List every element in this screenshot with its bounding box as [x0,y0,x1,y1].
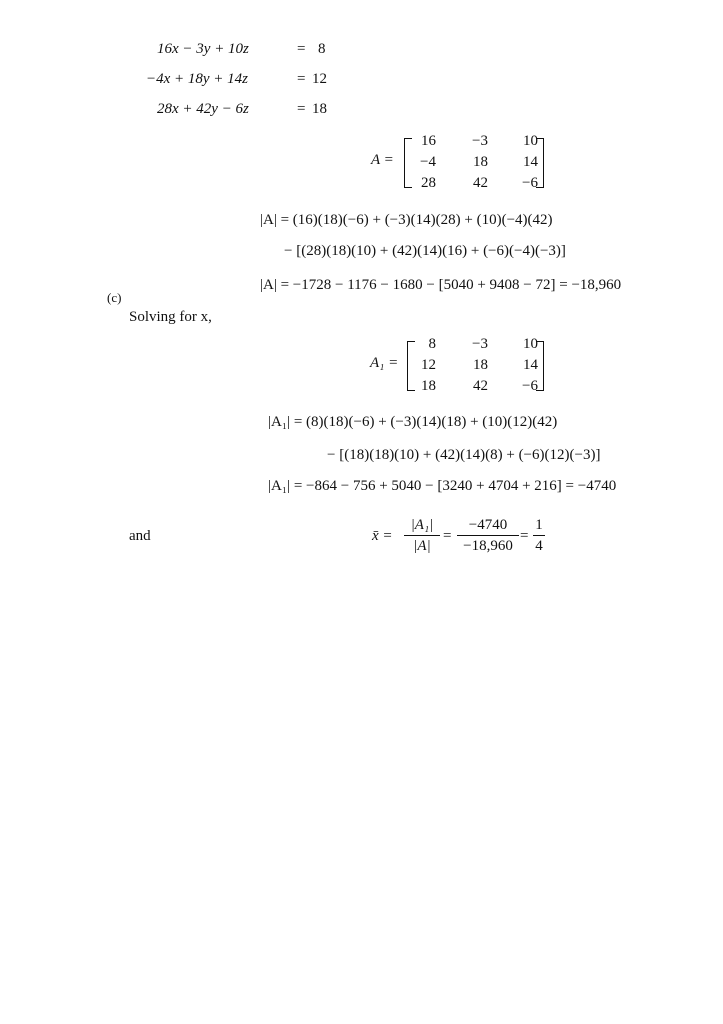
fraction-bar [457,535,519,536]
determinant-a1-line-1: |A₁| = (8)(18)(−6) + (−3)(14)(18) + (10)(12)(42) [268,414,558,430]
equals-sign: = [520,528,529,544]
determinant-a-line-1: |A| = (16)(18)(−6) + (−3)(14)(28) + (10)(−4)(42) [260,212,553,228]
fraction-bar [404,535,440,536]
matrix-a-cell: 42 [473,175,488,191]
equation-3 [0,99,330,119]
fraction-denominator: |A| [413,538,431,554]
equation-2-lhs: −4x + 18y + 14z [146,71,249,87]
equals-sign: = [297,41,306,57]
fraction-numerator: |A₁| [410,517,434,533]
fraction-numerator: −4740 [468,517,508,533]
matrix-a-cell: 10 [523,133,538,149]
and-text: and [129,528,151,544]
matrix-a-cell: 28 [421,175,436,191]
matrix-a1-cell: 42 [473,378,488,394]
matrix-a1-cell: −3 [472,336,488,352]
matrix-a1-cell: 18 [473,357,488,373]
fraction-result [533,516,545,555]
equation-3-rhs: 18 [312,101,327,117]
equation-1-rhs: 8 [318,41,326,57]
matrix-a1-label: A₁ = [370,355,399,371]
equals-sign: = [443,528,452,544]
matrix-a-label: A = [371,152,394,168]
x-bar-label: x̄ = [372,528,393,544]
fraction-values [457,516,519,555]
equals-sign: = [297,71,306,87]
equation-2 [0,69,330,89]
determinant-a1-line-3: |A₁| = −864 − 756 + 5040 − [3240 + 4704 + 216] = −4740 [268,478,617,494]
matrix-a1-cell: 10 [523,336,538,352]
matrix-a1-cell: 14 [523,357,538,373]
equation-2-rhs: 12 [312,71,327,87]
determinant-a-line-3: |A| = −1728 − 1176 − 1680 − [5040 + 9408 − 72] = −18,960 [260,277,622,293]
matrix-a-cell: 14 [523,154,538,170]
fraction-det-ratio [404,516,440,555]
equation-3-lhs: 28x + 42y − 6z [157,101,249,117]
fraction-numerator: 1 [535,517,543,533]
matrix-a1-cell: 8 [428,336,436,352]
matrix-a-cell: −4 [420,154,436,170]
fraction-denominator: −18,960 [463,538,513,554]
determinant-a-line-2: − [(28)(18)(10) + (42)(14)(16) + (−6)(−4)(−3)] [284,243,566,259]
part-label: (c) [107,290,122,305]
matrix-a1-cell: 18 [421,378,436,394]
determinant-a1-line-2: − [(18)(18)(10) + (42)(14)(8) + (−6)(12)(−3)] [327,447,601,463]
matrix-a-cell: 16 [421,133,436,149]
fraction-bar [533,535,545,536]
matrix-a-cell: −3 [472,133,488,149]
solving-text: Solving for x, [129,309,212,325]
matrix-a1-cell: −6 [522,378,538,394]
equation-1 [0,39,330,59]
fraction-denominator: 4 [535,538,543,554]
equals-sign: = [297,101,306,117]
matrix-a1-cell: 12 [421,357,436,373]
equation-1-lhs: 16x − 3y + 10z [157,41,249,57]
matrix-a-cell: −6 [522,175,538,191]
matrix-a-cell: 18 [473,154,488,170]
